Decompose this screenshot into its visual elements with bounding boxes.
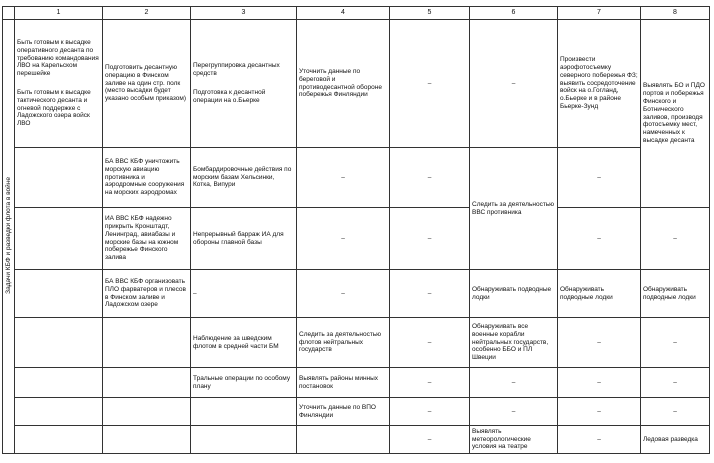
table-row: [3, 318, 710, 368]
table-cell-dash: –: [558, 398, 641, 426]
table-cell-dash: –: [390, 270, 470, 318]
table-cell-dash: –: [470, 20, 558, 148]
table-cell: Обнаруживать подводные лодки: [470, 270, 558, 318]
table-cell: [103, 426, 191, 454]
table-cell-dash: –: [641, 208, 710, 270]
table-cell-dash: –: [390, 368, 470, 398]
table-cell: Бомбардировочные действия по морским базам Хельсинки, Котка, Випури: [191, 148, 297, 208]
table-row: [3, 148, 710, 208]
table-cell: БА ВВС КБФ организовать ПЛО фарватеров и плесов в Финском заливе и Ладожском озере: [103, 270, 191, 318]
tasks-table: [2, 6, 710, 454]
table-cell-dash: –: [558, 426, 641, 454]
table-cell: ИА ВВС КБФ надежно прикрыть Кронштадт, Ленинград, авиабазы и морские базы на южном побережье Финского залива: [103, 208, 191, 270]
table-cell: Выявлять районы минных постановок: [297, 368, 390, 398]
table-cell: БА ВВС КБФ уничтожить морскую авиацию противника и аэродромные сооружения на морских аэродромах: [103, 148, 191, 208]
table-cell-dash: –: [390, 148, 470, 208]
table-cell-dash: –: [390, 398, 470, 426]
table-cell-dash: –: [641, 318, 710, 368]
table-cell: [103, 398, 191, 426]
cell-text: Быть готовым к высадке тактического десанта и огневой поддержке с Ладожского озера войск ЛВО: [17, 89, 91, 128]
table-cell-dash: –: [470, 368, 558, 398]
table-row: [3, 208, 710, 270]
table-cell: Обнаруживать все военные корабли нейтральных государств, особенно ББО и ПЛ Швеции: [470, 318, 558, 368]
table-row: [3, 426, 710, 454]
table-cell: [297, 426, 390, 454]
table-cell: Выявлять БО и ПДО портов и побережья Финского и Ботнического заливов, производя фотосъемку мест, намеченных к высадке десанта: [641, 20, 710, 208]
table-cell: [15, 318, 103, 368]
table-cell-dash: –: [641, 368, 710, 398]
table-cell-dash: –: [390, 208, 470, 270]
table-cell: Следить за деятельностью ВВС противника: [470, 148, 558, 270]
table-cell-dash: –: [297, 208, 390, 270]
cell-text: Быть готовым к высадке оперативного десанта по требованию командования ЛВО на Карельском перешейке: [17, 39, 99, 78]
table-cell-dash: –: [558, 208, 641, 270]
header-col-5: 5: [390, 7, 470, 20]
header-col-6: 6: [470, 7, 558, 20]
table-cell-dash: –: [470, 398, 558, 426]
table-cell: Выявлять метеорологические условия на театре: [470, 426, 558, 454]
table-cell: [15, 208, 103, 270]
header-col-4: 4: [297, 7, 390, 20]
table-row: [3, 20, 710, 148]
table-cell-dash: –: [558, 318, 641, 368]
table-cell: [191, 20, 297, 148]
table-cell: Обнаруживать подводные лодки: [558, 270, 641, 318]
table-cell-dash: –: [390, 20, 470, 148]
table-row: [3, 368, 710, 398]
cell-text: Подготовка к десантной операции на о.Бьерке: [193, 89, 266, 104]
table-cell: Непрерывный барраж ИА для обороны главной базы: [191, 208, 297, 270]
table-cell: Подготовить десантную операцию в Финском заливе на один стр. полк (место высадки будет указано особым приказом): [103, 20, 191, 148]
table-cell: Тральные операции по особому плану: [191, 368, 297, 398]
table-cell: [103, 368, 191, 398]
header-col-7: 7: [558, 7, 641, 20]
table-cell: [15, 426, 103, 454]
table-cell: [15, 368, 103, 398]
table-cell-dash: –: [558, 148, 641, 208]
header-col-3: 3: [191, 7, 297, 20]
table-cell: Обнаруживать подводные лодки: [641, 270, 710, 318]
table-cell: Наблюдение за шведским флотом в средней части БМ: [191, 318, 297, 368]
table-row: [3, 398, 710, 426]
table-cell: [191, 426, 297, 454]
table-cell: [15, 398, 103, 426]
table-cell: Произвести аэрофотосъемку северного побережья ФЗ; выявить сосредоточение войск на о.Гогланд, о.Бьерке и в районе Бьерке-Зунд: [558, 20, 641, 148]
header-corner: [3, 7, 15, 20]
table-cell: [15, 270, 103, 318]
table-cell-dash: –: [641, 398, 710, 426]
table-cell-dash: –: [297, 270, 390, 318]
table-cell-dash: –: [390, 426, 470, 454]
table-cell: Уточнить данные по ВПО Финляндии: [297, 398, 390, 426]
table-cell-dash: –: [297, 148, 390, 208]
table-cell-dash: –: [558, 368, 641, 398]
header-col-2: 2: [103, 7, 191, 20]
document-page: [2, 6, 709, 461]
table-cell: Ледовая разведка: [641, 426, 710, 454]
table-cell: Следить за деятельностью флотов нейтральных государств: [297, 318, 390, 368]
header-col-8: 8: [641, 7, 710, 20]
header-col-1: 1: [15, 7, 103, 20]
table-cell: [103, 318, 191, 368]
side-label: Задачи КБФ и разведки флота в войне: [4, 176, 12, 294]
table-cell: [15, 20, 103, 148]
table-cell: Уточнить данные по береговой и противодесантной обороне побережья Финляндии: [297, 20, 390, 148]
side-label-cell: [3, 20, 15, 454]
table-cell-dash: –: [390, 318, 470, 368]
table-cell: [15, 148, 103, 208]
table-cell-dash: –: [191, 270, 297, 318]
table-cell: [191, 398, 297, 426]
cell-text: Перегруппировка десантных средств: [193, 62, 280, 78]
header-row: [3, 7, 710, 20]
table-row: [3, 270, 710, 318]
